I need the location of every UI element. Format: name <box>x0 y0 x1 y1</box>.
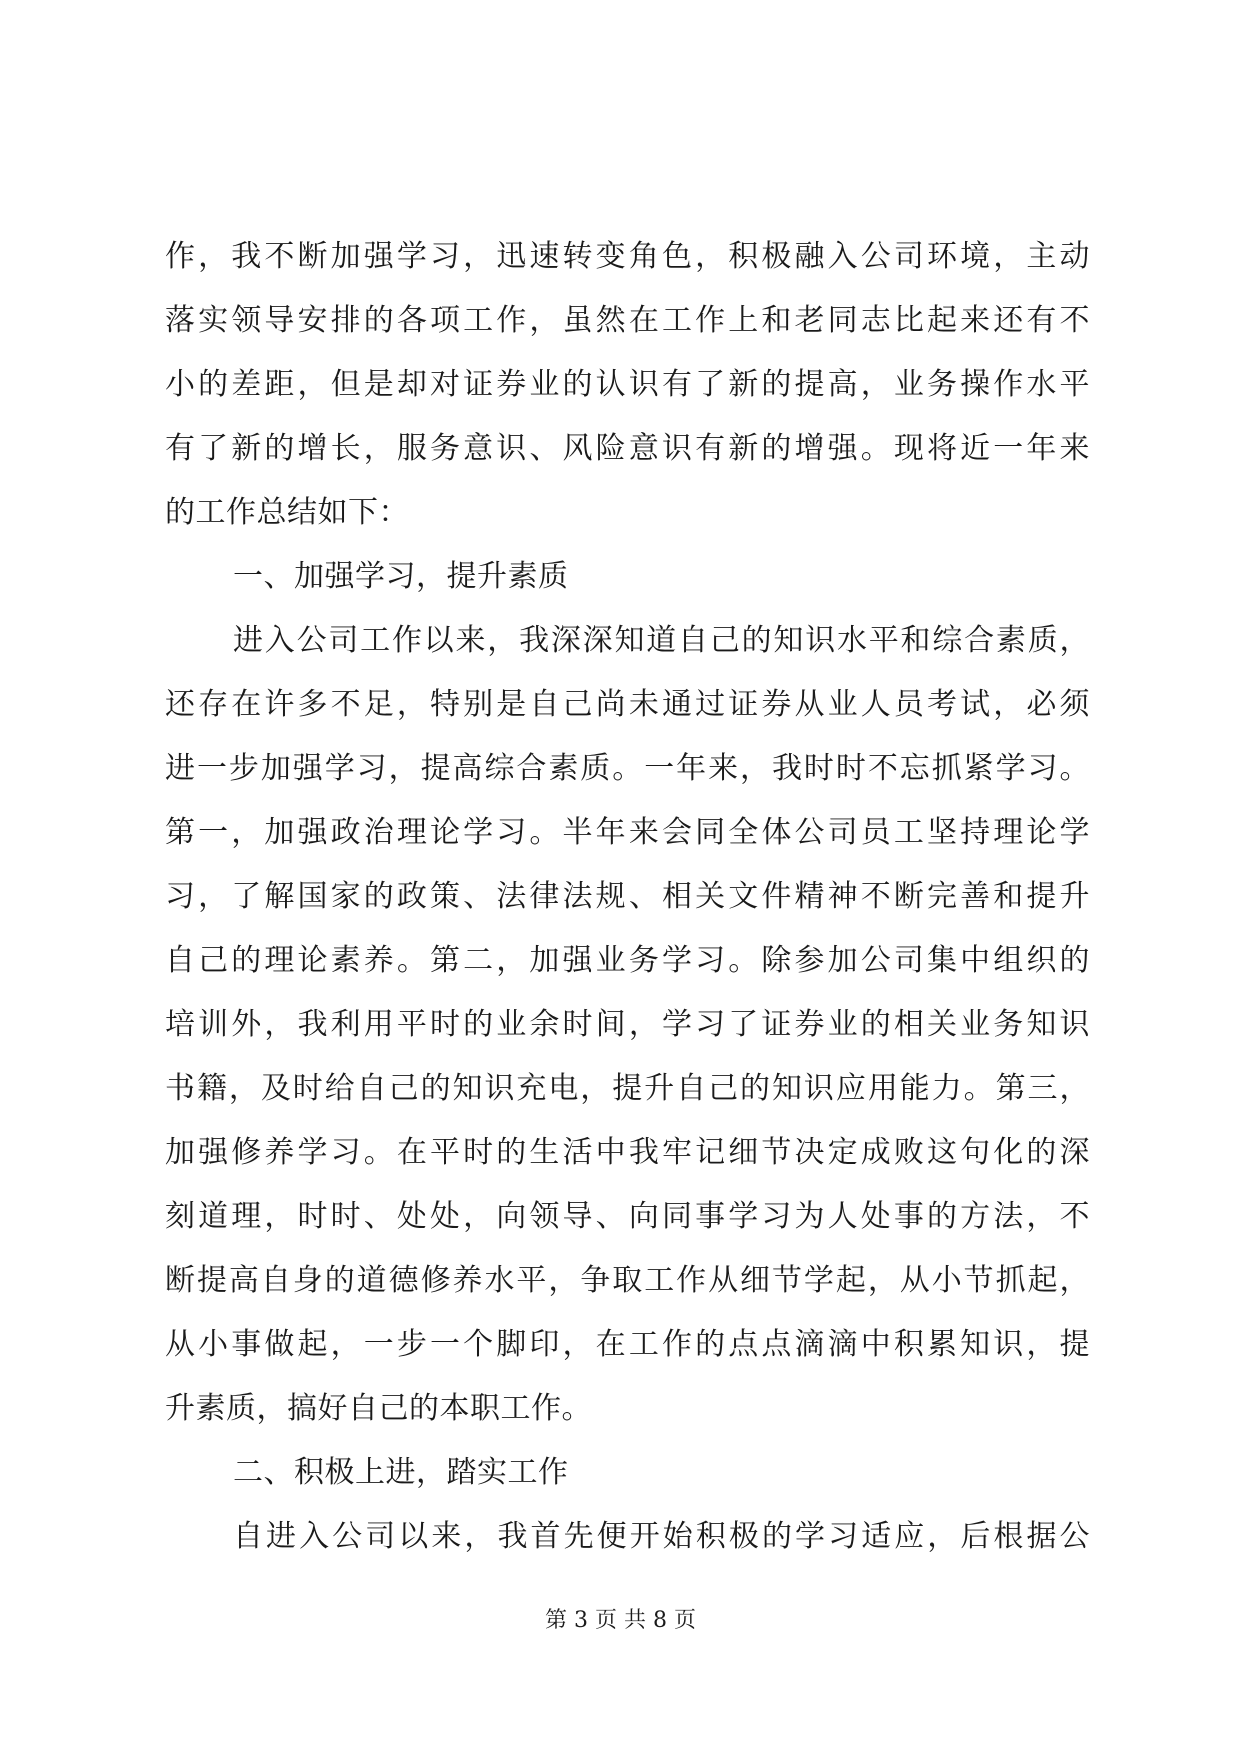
section-heading-1: 一、加强学习，提升素质 <box>233 559 569 594</box>
text-line: 刻道理，时时、处处，向领导、向同事学习为人处事的方法，不 <box>165 1199 1090 1234</box>
page-number-footer: 第 3 页 共 8 页 <box>545 1608 696 1633</box>
text-line: 自进入公司以来，我首先便开始积极的学习适应，后根据公 <box>233 1519 1090 1554</box>
text-line: 升素质，搞好自己的本职工作。 <box>165 1391 592 1426</box>
text-line: 还存在许多不足，特别是自己尚未通过证券从业人员考试，必须 <box>165 687 1090 722</box>
text-line: 自己的理论素养。第二，加强业务学习。除参加公司集中组织的 <box>165 943 1090 978</box>
text-line: 进入公司工作以来，我深深知道自己的知识水平和综合素质， <box>233 623 1090 658</box>
text-line: 小的差距，但是却对证券业的认识有了新的提高，业务操作水平 <box>165 367 1090 402</box>
text-line: 进一步加强学习，提高综合素质。一年来，我时时不忘抓紧学习。 <box>165 751 1090 786</box>
text-line: 断提高自身的道德修养水平，争取工作从细节学起，从小节抓起， <box>165 1263 1090 1298</box>
text-line: 培训外，我利用平时的业余时间，学习了证券业的相关业务知识 <box>165 1007 1090 1042</box>
text-line: 加强修养学习。在平时的生活中我牢记细节决定成败这句化的深 <box>165 1135 1090 1170</box>
document-body <box>165 225 1090 1569</box>
text-line: 有了新的增长，服务意识、风险意识有新的增强。现将近一年来 <box>165 431 1090 466</box>
text-line: 从小事做起，一步一个脚印，在工作的点点滴滴中积累知识，提 <box>165 1327 1090 1362</box>
text-line: 落实领导安排的各项工作，虽然在工作上和老同志比起来还有不 <box>165 303 1090 338</box>
text-line: 习，了解国家的政策、法律法规、相关文件精神不断完善和提升 <box>165 879 1090 914</box>
text-line: 书籍，及时给自己的知识充电，提升自己的知识应用能力。第三， <box>165 1071 1090 1106</box>
section-heading-2: 二、积极上进，踏实工作 <box>233 1455 569 1490</box>
text-line: 第一，加强政治理论学习。半年来会同全体公司员工坚持理论学 <box>165 815 1090 850</box>
text-line: 的工作总结如下： <box>165 495 409 530</box>
text-line: 作，我不断加强学习，迅速转变角色，积极融入公司环境，主动 <box>165 239 1090 274</box>
